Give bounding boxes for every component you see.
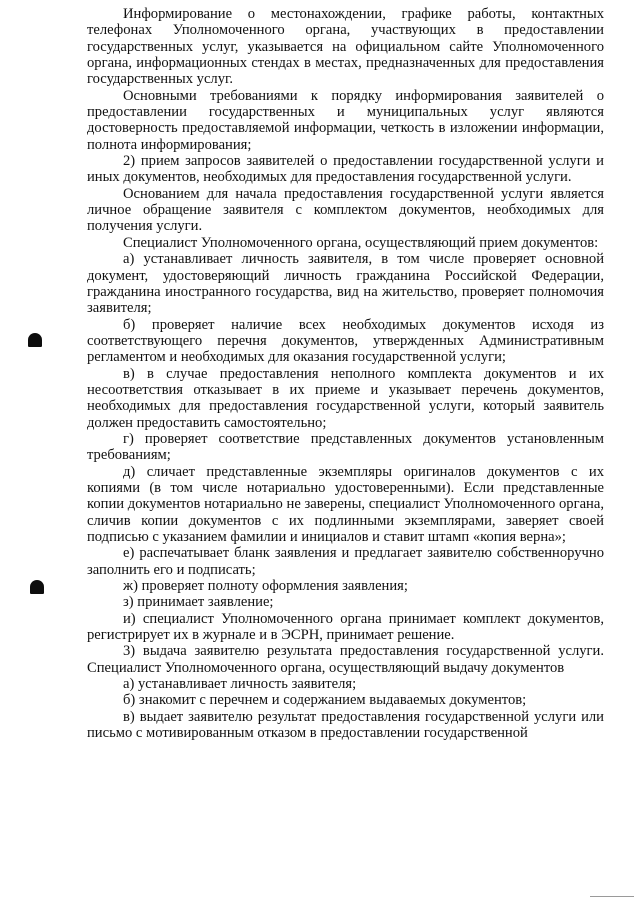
paragraph: Основанием для начала предоставления государственной услуги является личное обращение заявителя с комплектом документов, необходимых для получения услуги.: [87, 185, 604, 235]
paragraph: в) выдает заявителю результат предоставления государственной услуги или письмо с мотивированным отказом в предоставлении государственной: [87, 708, 604, 742]
paragraph: Основными требованиями к порядку информирования заявителей о предоставлении государственных и муниципальных услуг являются достоверность предоставляемой информации, четкость в изложении информации, полнота информирования;: [87, 87, 604, 153]
paragraph: а) устанавливает личность заявителя, в том числе проверяет основной документ, удостоверяющий личность гражданина Российской Федерации, гражданина иностранного государства, вид на жительство, проверяет полномочия заявителя;: [87, 251, 604, 317]
document-body: [87, 6, 604, 741]
paragraph: б) знакомит с перечнем и содержанием выдаваемых документов;: [123, 692, 527, 709]
paragraph: 3) выдача заявителю результата предоставления государственной услуги. Специалист Уполномоченного органа, осуществляющий выдачу документов: [87, 643, 604, 676]
paragraph: 2) прием запросов заявителей о предоставлении государственной услуги и иных документов, необходимых для предоставления государственной услуги.: [87, 153, 604, 186]
scan-edge-line: [590, 896, 634, 897]
punch-hole-mark: [30, 580, 44, 594]
paragraph: б) проверяет наличие всех необходимых документов исходя из соответствующего перечня документов, утвержденных Административным регламентом и необходимых для оказания государственной услуги;: [87, 316, 604, 366]
punch-hole-mark: [28, 333, 42, 347]
paragraph: Специалист Уполномоченного органа, осуществляющий прием документов:: [123, 234, 599, 251]
paragraph: Информирование о местонахождении, графике работы, контактных телефонах Уполномоченного органа, участвующих в предоставлении государственных услуг, указывается на официальном сайте Уполномоченного органа, информационных стендах в местах, предназначенных для предоставления государственных услуг.: [87, 6, 604, 88]
paragraph: в) в случае предоставления неполного комплекта документов и их несоответствия отказывает в их приеме и указывает перечень документов, необходимых для предоставления государственной услуги, который заявитель должен предоставить самостоятельно;: [87, 365, 604, 431]
paragraph: з) принимает заявление;: [123, 594, 274, 611]
paragraph: г) проверяет соответствие представленных документов установленным требованиям;: [87, 430, 604, 464]
paragraph: е) распечатывает бланк заявления и предлагает заявителю собственноручно заполнить его и подписать;: [87, 545, 604, 578]
paragraph: ж) проверяет полноту оформления заявления;: [123, 578, 408, 595]
paragraph: д) сличает представленные экземпляры оригиналов документов с их копиями (в том числе нотариально удостоверенными). Если представленные копии документов нотариально не заверены, специалист Уполномоченного органа, сличив копии документов с их подлинными экземплярами, заверяет своей подписью с указанием фамилии и инициалов и ставит штамп «копия верна»;: [87, 463, 604, 545]
paragraph: и) специалист Уполномоченного органа принимает комплект документов, регистрирует их в журнале и в ЭСРН, принимает решение.: [87, 610, 604, 644]
paragraph: а) устанавливает личность заявителя;: [123, 676, 357, 693]
